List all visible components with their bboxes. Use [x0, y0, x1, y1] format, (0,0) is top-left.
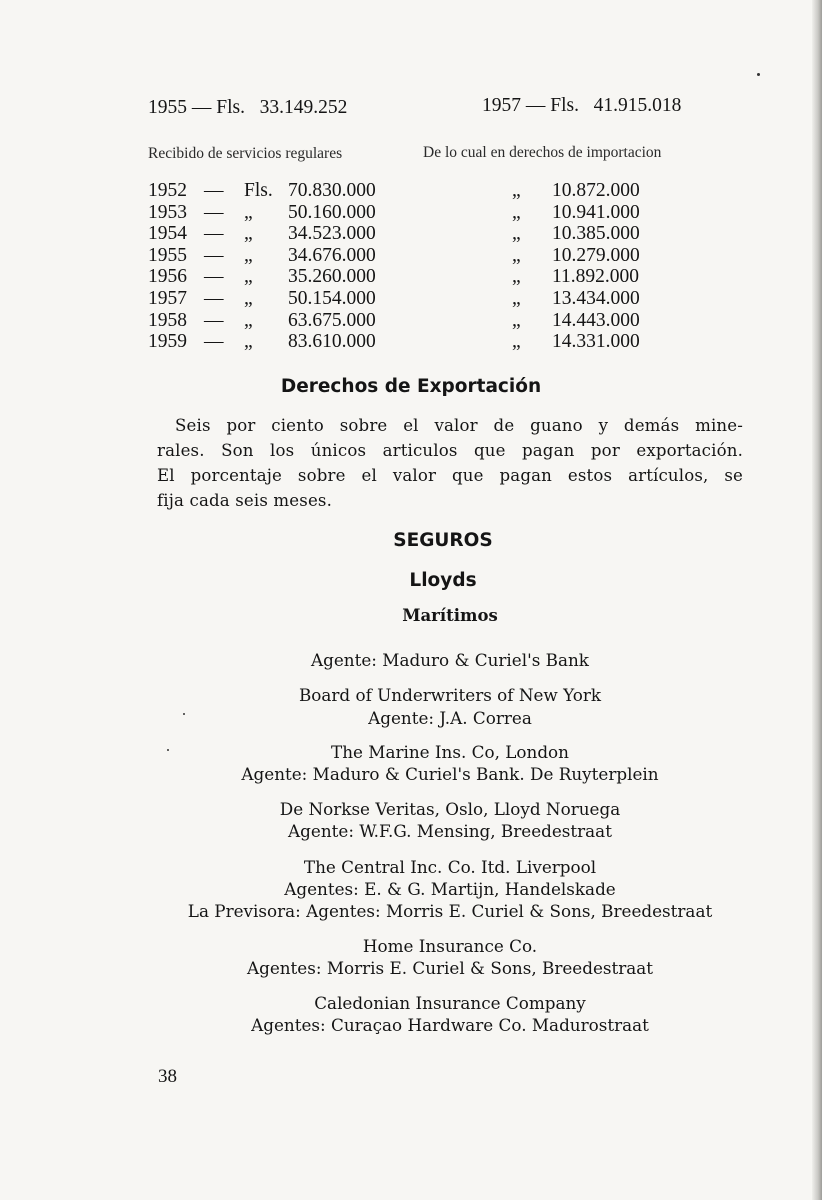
table-row	[148, 331, 662, 353]
row-currency: „	[244, 244, 253, 266]
lloyds-subheading: Lloyds	[409, 570, 477, 591]
row-dash: —	[204, 201, 224, 223]
paragraph-line: El porcentaje sobre el valor que pagan estos artículos, se	[157, 466, 743, 485]
export-duties-paragraph	[157, 413, 743, 513]
row-dash: —	[204, 309, 224, 331]
table-row	[148, 288, 662, 310]
subheader-regular-services: Recibido de servicios regulares	[148, 145, 343, 162]
row-year: 1954	[148, 223, 187, 245]
table-row	[148, 180, 662, 202]
insurance-entry: Agentes: E. & G. Martijn, Handelskade	[284, 879, 616, 899]
row-import-duties: 10.872.000	[552, 180, 640, 201]
paragraph-line: Seis por ciento sobre el valor de guano y demás mine-	[175, 416, 743, 435]
insurance-entry: Board of Underwriters of New York	[298, 685, 602, 705]
insurance-entry: Agente: W.F.G. Mensing, Breedestraat	[288, 821, 612, 841]
row-amount: 34.523.000	[288, 223, 376, 245]
row-year: 1952	[148, 180, 187, 201]
row-year: 1955	[148, 244, 187, 266]
row-import-duties: 10.279.000	[552, 244, 640, 266]
row-year: 1958	[148, 309, 187, 331]
row-currency: „	[244, 266, 253, 288]
row-amount: 70.830.000	[288, 180, 376, 201]
insurance-entry: The Marine Ins. Co, London	[331, 742, 569, 762]
row-currency: „	[244, 331, 253, 353]
revenue-table	[148, 180, 662, 353]
row-import-duties: 14.443.000	[552, 309, 640, 331]
row-amount: 63.675.000	[288, 309, 376, 331]
row-ditto-mark: „	[512, 266, 521, 288]
table-row	[148, 245, 662, 267]
total-1955: 1955 — Fls. 33.149.252	[148, 97, 348, 118]
row-currency: Fls.	[244, 180, 273, 201]
row-year: 1956	[148, 266, 187, 288]
maritime-category: Marítimos	[402, 606, 498, 625]
row-dash: —	[204, 180, 224, 201]
row-ditto-mark: „	[512, 309, 521, 331]
row-currency: „	[244, 201, 253, 223]
row-year: 1953	[148, 201, 187, 223]
insurance-entry: The Central Inc. Co. Itd. Liverpool	[303, 857, 597, 877]
insurance-entry: Agente: Maduro & Curiel's Bank	[311, 650, 589, 670]
row-import-duties: 14.331.000	[552, 331, 640, 353]
table-row	[148, 202, 662, 224]
row-amount: 35.260.000	[288, 266, 376, 288]
row-currency: „	[244, 309, 253, 331]
insurance-entry: Agentes: Morris E. Curiel & Sons, Breedestraat	[246, 958, 654, 978]
table-row	[148, 310, 662, 332]
table-row	[148, 223, 662, 245]
row-import-duties: 11.892.000	[552, 266, 640, 288]
insurance-entry: Caledonian Insurance Company	[314, 993, 586, 1013]
row-dash: —	[204, 223, 224, 245]
print-speck	[757, 73, 760, 76]
subheader-import-duties: De lo cual en derechos de importacion	[423, 144, 662, 161]
insurance-entry: Agentes: Curaçao Hardware Co. Madurostraat	[251, 1015, 649, 1035]
row-amount: 34.676.000	[288, 244, 376, 266]
row-currency: „	[244, 287, 253, 309]
row-import-duties: 13.434.000	[552, 287, 640, 309]
export-duties-heading: Derechos de Exportación	[280, 376, 542, 397]
insurance-entry: Agente: Maduro & Curiel's Bank. De Ruyterplein	[241, 764, 659, 784]
row-amount: 50.160.000	[288, 201, 376, 223]
row-year: 1959	[148, 331, 187, 353]
row-dash: —	[204, 287, 224, 309]
row-currency: „	[244, 223, 253, 245]
row-ditto-mark: „	[512, 287, 521, 309]
insurance-heading: SEGUROS	[393, 530, 493, 551]
insurance-entry: Home Insurance Co.	[362, 936, 538, 956]
insurance-entry: Agente: J.A. Correa	[368, 708, 532, 728]
table-row	[148, 266, 662, 288]
row-dash: —	[204, 331, 224, 353]
row-dash: —	[204, 266, 224, 288]
total-1957: 1957 — Fls. 41.915.018	[482, 95, 682, 116]
row-ditto-mark: „	[512, 223, 521, 245]
insurance-entry: De Norkse Veritas, Oslo, Lloyd Noruega	[279, 799, 621, 819]
row-dash: —	[204, 244, 224, 266]
row-import-duties: 10.385.000	[552, 223, 640, 245]
insurance-entry: La Previsora: Agentes: Morris E. Curiel & Sons, Breedestraat	[187, 901, 713, 921]
row-year: 1957	[148, 287, 187, 309]
row-amount: 50.154.000	[288, 287, 376, 309]
page-number: 38	[158, 1066, 177, 1087]
paragraph-line: fija cada seis meses.	[157, 491, 333, 510]
row-import-duties: 10.941.000	[552, 201, 640, 223]
paragraph-line: rales. Son los únicos articulos que pagan por exportación.	[157, 441, 743, 460]
row-amount: 83.610.000	[288, 331, 376, 353]
row-ditto-mark: „	[512, 201, 521, 223]
row-ditto-mark: „	[512, 331, 521, 353]
row-ditto-mark: „	[512, 244, 521, 266]
row-ditto-mark: „	[512, 180, 521, 201]
